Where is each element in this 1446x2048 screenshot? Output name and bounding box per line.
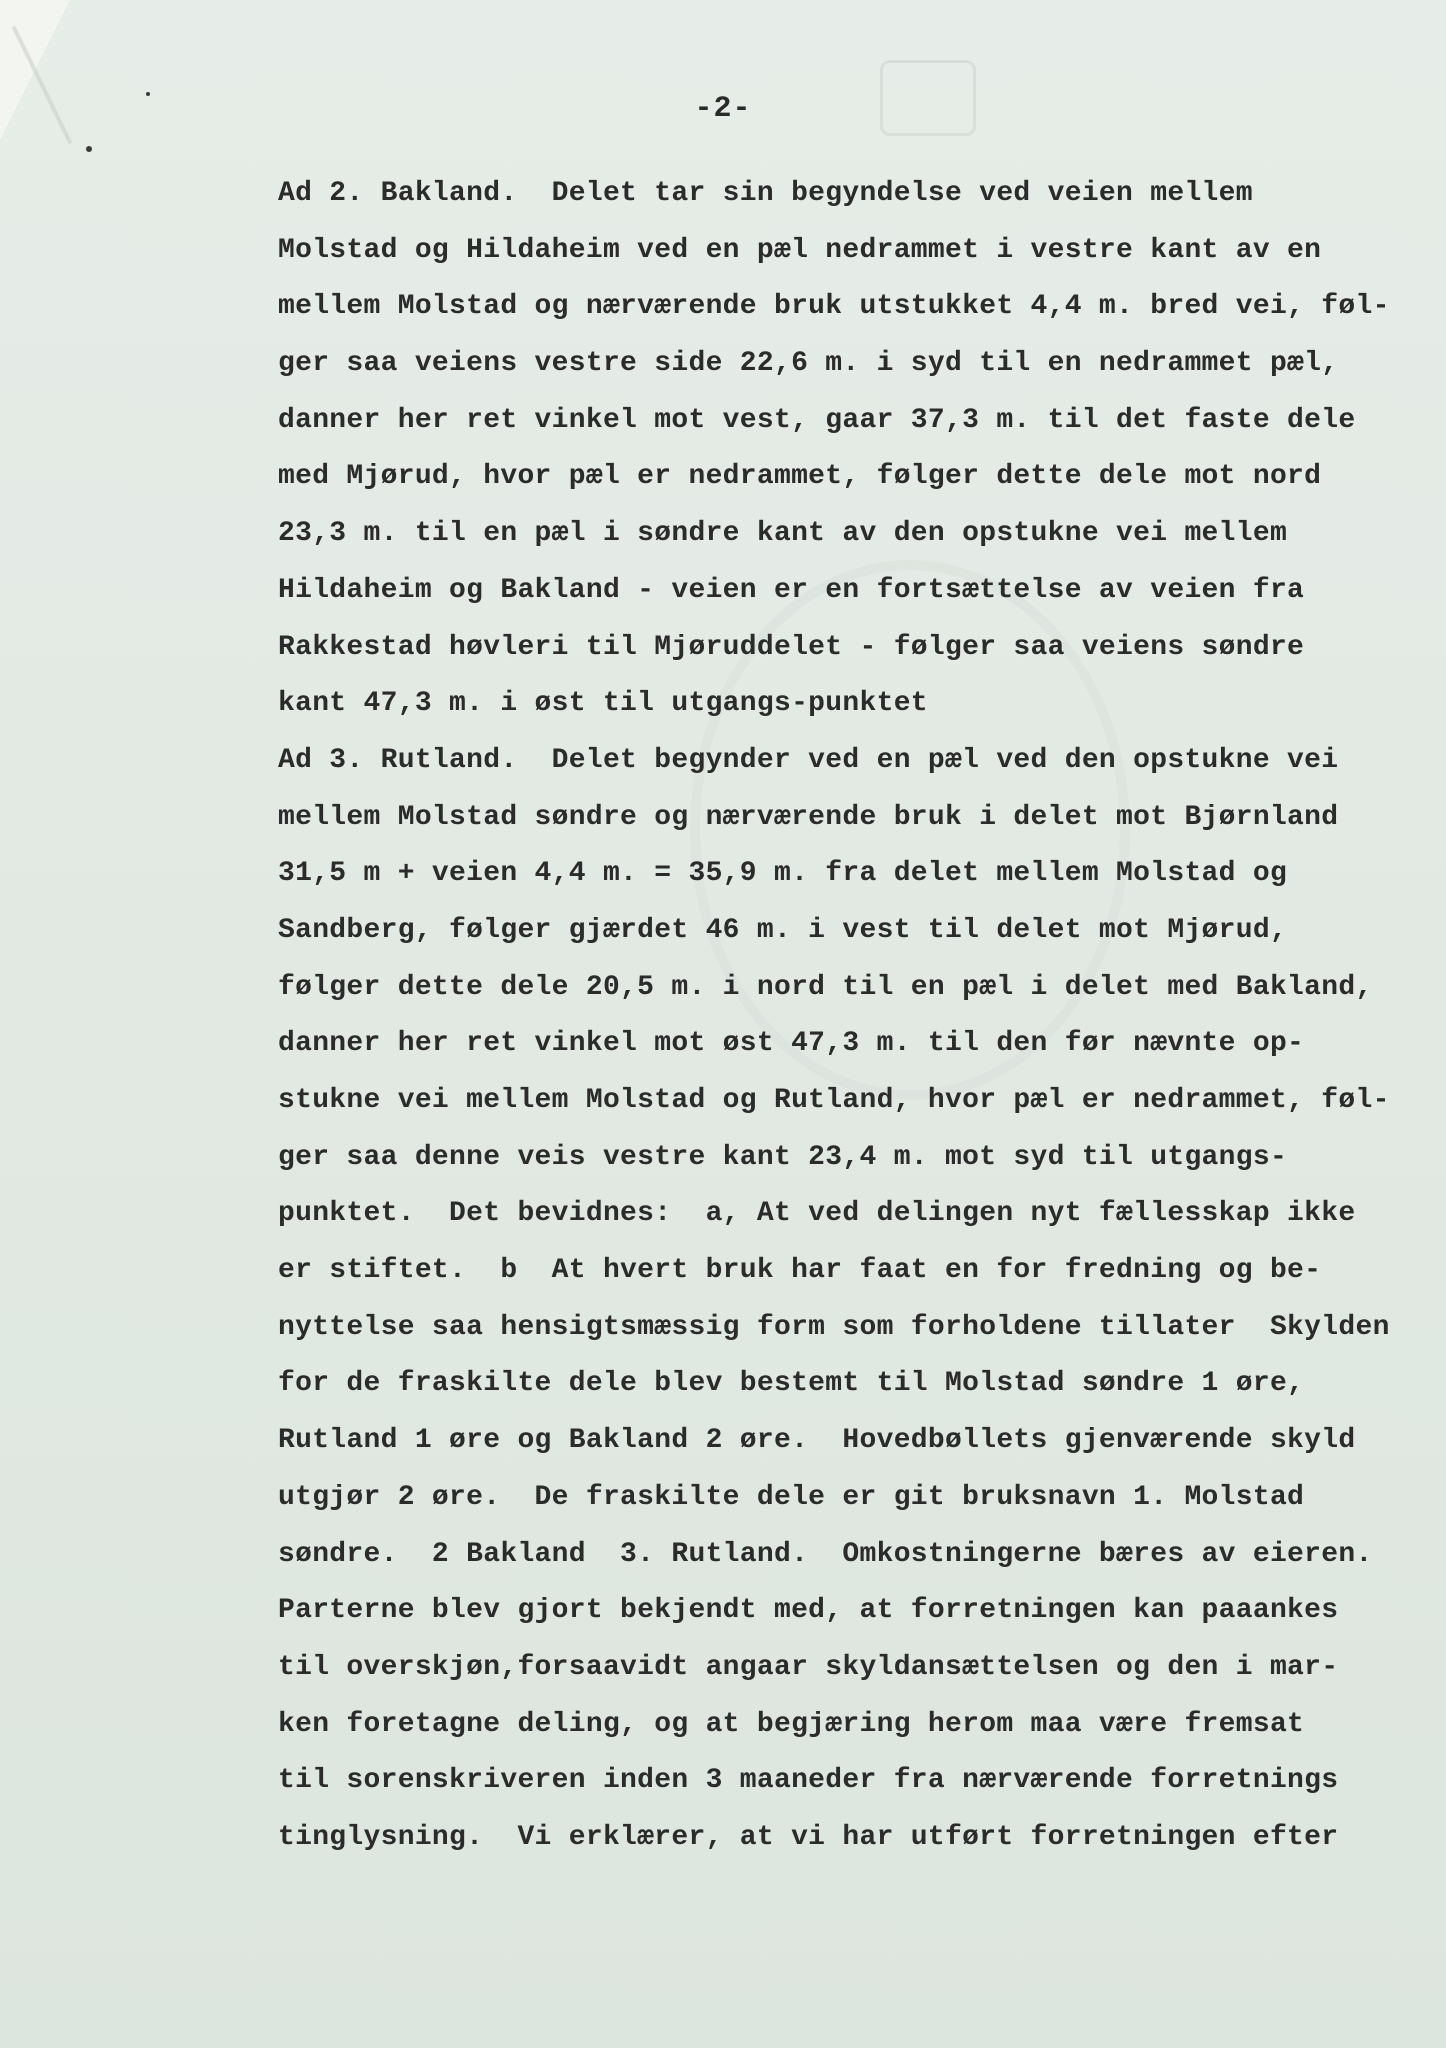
typed-body-text: [278, 166, 1438, 1867]
text-line: Ad 2. Bakland. Delet tar sin begyndelse ved veien mellem: [278, 178, 1253, 209]
text-line: 31,5 m + veien 4,4 m. = 35,9 m. fra delet mellem Molstad og: [278, 858, 1288, 890]
text-line: følger dette dele 20,5 m. i nord til en pæl i delet med Bakland,: [278, 971, 1373, 1003]
text-line: er stiftet. b At hvert bruk har faat en for fredning og be-: [278, 1255, 1322, 1287]
text-line: for de fraskilte dele blev bestemt til Molstad søndre 1 øre,: [278, 1368, 1305, 1400]
text-line: utgjør 2 øre. De fraskilte dele er git bruksnavn 1. Molstad: [278, 1481, 1305, 1513]
text-line: ken foretagne deling, og at begjæring herom maa være fremsat: [278, 1708, 1305, 1740]
text-line: til sorenskriveren inden 3 maaneder fra nærværende forretnings: [278, 1765, 1339, 1797]
text-line: Sandberg, følger gjærdet 46 m. i vest til delet mot Mjørud,: [278, 914, 1288, 946]
text-line: med Mjørud, hvor pæl er nedrammet, følger dette dele mot nord: [278, 461, 1322, 493]
ink-speck: [86, 146, 92, 152]
text-line: mellem Molstad søndre og nærværende bruk i delet mot Bjørnland: [278, 801, 1339, 833]
text-line: Hildaheim og Bakland - veien er en fortsættelse av veien fra: [278, 574, 1305, 606]
text-line: tinglysning. Vi erklærer, at vi har utført forretningen efter: [278, 1821, 1339, 1853]
text-line: til overskjøn,forsaavidt angaar skyldansættelsen og den i mar-: [278, 1651, 1339, 1683]
text-line: ger saa denne veis vestre kant 23,4 m. mot syd til utgangs-: [278, 1141, 1288, 1173]
text-line: ger saa veiens vestre side 22,6 m. i syd til en nedrammet pæl,: [278, 348, 1339, 380]
text-line: 23,3 m. til en pæl i søndre kant av den opstukne vei mellem: [278, 518, 1288, 550]
page-number: -2-: [694, 92, 752, 126]
text-line: danner her ret vinkel mot øst 47,3 m. til den før nævnte op-: [278, 1028, 1305, 1060]
text-line: punktet. Det bevidnes: a, At ved delingen nyt fællesskap ikke: [278, 1198, 1356, 1230]
text-line: Rutland 1 øre og Bakland 2 øre. Hovedbøllets gjenværende skyld: [278, 1425, 1356, 1457]
text-line: Ad 3. Rutland. Delet begynder ved en pæl ved den opstukne vei: [278, 744, 1339, 776]
text-line: søndre. 2 Bakland 3. Rutland. Omkostningerne bæres av eieren.: [278, 1538, 1373, 1570]
text-line: stukne vei mellem Molstad og Rutland, hvor pæl er nedrammet, føl-: [278, 1085, 1390, 1116]
text-line: Molstad og Hildaheim ved en pæl nedrammet i vestre kant av en: [278, 234, 1322, 266]
text-line: nyttelse saa hensigtsmæssig form som forholdene tillater Skylden: [278, 1311, 1390, 1343]
text-line: danner her ret vinkel mot vest, gaar 37,3 m. til det faste dele: [278, 404, 1356, 436]
text-line: Rakkestad høvleri til Mjøruddelet - følger saa veiens søndre: [278, 631, 1305, 663]
text-line: mellem Molstad og nærværende bruk utstukket 4,4 m. bred vei, føl-: [278, 291, 1390, 323]
text-line: kant 47,3 m. i øst til utgangs-punktet: [278, 688, 928, 720]
text-line: Parterne blev gjort bekjendt med, at forretningen kan paaankes: [278, 1595, 1339, 1627]
